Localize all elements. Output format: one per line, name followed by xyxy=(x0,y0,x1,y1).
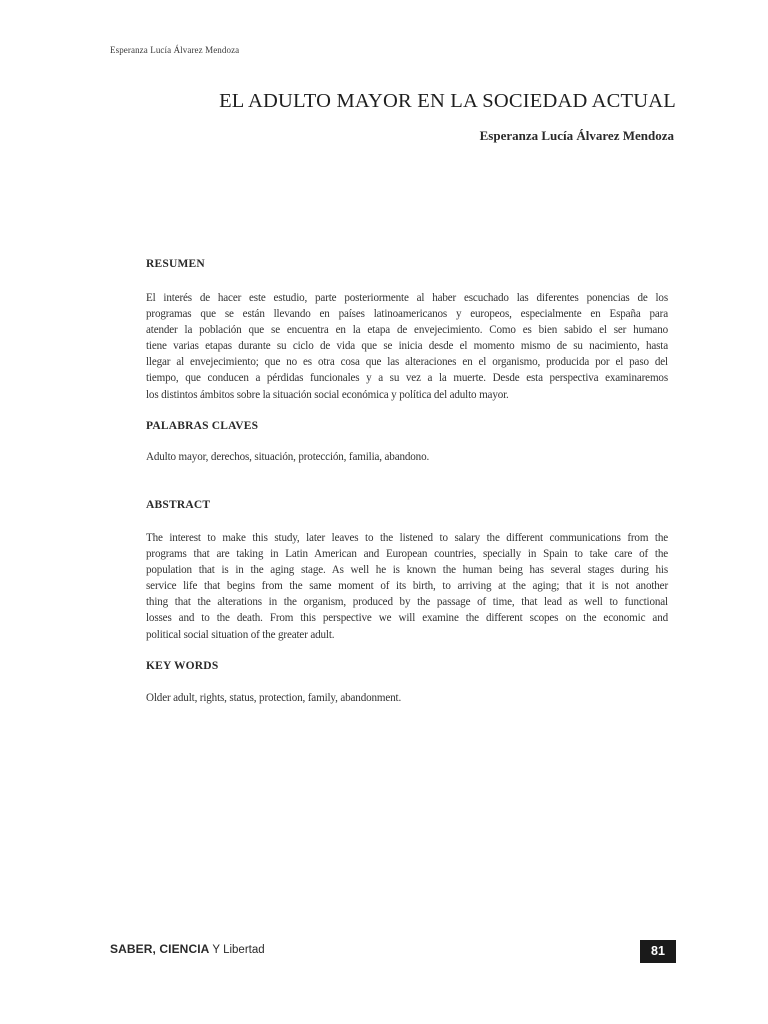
palabras-claves-text: Adulto mayor, derechos, situación, protección, familia, abandono. xyxy=(146,451,430,463)
abstract-line: The interest to make this study, later leaves to the listened to salary the different communications from the xyxy=(146,532,668,544)
resumen-line: tiene varias etapas durante su ciclo de vida que se inicia desde el momento mismo de su nacimiento, hasta xyxy=(146,340,668,353)
abstract-line: population that is in the aging stage. As well he is known the human being has several stages during his xyxy=(146,564,668,577)
resumen-line: llegar al envejecimiento; que no es otra cosa que las alteraciones en el organismo, producida por el paso del xyxy=(146,356,668,369)
journal-name-light: Y Libertad xyxy=(212,944,265,956)
page-number: 81 xyxy=(640,940,676,963)
resumen-line: El interés de hacer este estudio, parte posteriormente al haber escuchado las diferentes ponencias de los xyxy=(146,292,668,304)
abstract-paragraph xyxy=(146,530,668,643)
resumen-line: programas que se están llevando en países latinoamericanos y europeos, especialmente en España para xyxy=(146,308,668,321)
key-words-heading: KEY WORDS xyxy=(146,660,219,672)
abstract-line: political social situation of the greater adult. xyxy=(146,628,335,641)
resumen-heading: RESUMEN xyxy=(146,258,205,270)
resumen-paragraph xyxy=(146,290,668,403)
abstract-line: service life that begins from the same moment of its birth, to arriving at the aging; that it is not another xyxy=(146,580,668,593)
running-head: Esperanza Lucía Álvarez Mendoza xyxy=(110,45,240,55)
abstract-line: thing that the alterations in the organism, produced by the passage of time, that lead as well to functional xyxy=(146,596,668,609)
resumen-line: atender la población que se encuentra en la etapa de envejecimiento. Como es bien sabido el ser humano xyxy=(146,324,668,337)
abstract-heading: ABSTRACT xyxy=(146,499,211,511)
palabras-claves-heading: PALABRAS CLAVES xyxy=(146,420,259,432)
article-title: EL ADULTO MAYOR EN LA SOCIEDAD ACTUAL xyxy=(219,90,676,112)
abstract-line: programs that are taking in Latin American and European countries, specially in Spain to take care of the xyxy=(146,548,668,561)
journal-name-bold: SABER, CIENCIA xyxy=(110,942,210,956)
resumen-line: los distintos ámbitos sobre la situación social económica y política del adulto mayor. xyxy=(146,388,509,401)
resumen-line: tiempo, que conducen a pérdidas funcionales y a su vez a la muerte. Desde esta perspectiva examinaremos xyxy=(146,372,668,385)
article-author: Esperanza Lucía Álvarez Mendoza xyxy=(479,128,674,143)
key-words-text: Older adult, rights, status, protection, family, abandonment. xyxy=(146,692,402,704)
abstract-line: losses and to the death. From this perspective we will examine the different scopes on the economic and xyxy=(146,612,668,625)
journal-name xyxy=(110,942,265,957)
